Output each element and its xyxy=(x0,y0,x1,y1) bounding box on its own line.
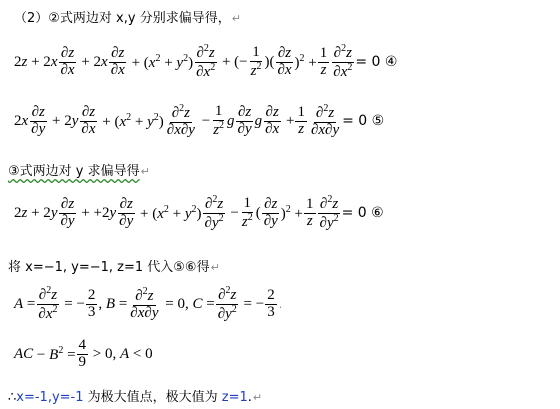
equation-6: 2z + 2y $\frac{\partial z}{\partial y}$ + +2y $\frac{\partial z}{\partial y}$ + $(x^2 + y^2)$ $\frac{\partial^2z}{\partial y^2}$ − $\frac{1}{z^2}$ ( $\frac{\partial z}{\partial y}$ )$^2$ + $\frac{1}{z}$ $\frac{\partial^2z}{\partial y^2}$ = 0 ⑥ xyxy=(14,194,384,231)
step-2-heading xyxy=(14,7,241,26)
extremum-point: x=-1,y=-1 xyxy=(16,390,84,405)
substitution-text xyxy=(8,256,220,275)
paragraph-mark: ↵ xyxy=(231,12,241,25)
substitution-label: 将 x=−1, y=−1, z=1 代入⑤⑥得 xyxy=(8,260,210,275)
equation-5: 2x $\frac{\partial z}{\partial y}$ + 2y $\frac{\partial z}{\partial x}$ + $(x^2 + y^2)$ $\frac{\partial^2z}{\partial x\partial y}$ − $\frac{1}{z^2}$ g $\frac{\partial z}{\partial y}$ g $\frac{\partial z}{\partial x}$ + $\frac{1}{z}$ $\frac{\partial^2z}{\partial x\partial y}$ = 0 ⑤ xyxy=(14,103,385,138)
heading-text: ③式两边对 y 求偏导得 xyxy=(8,164,140,179)
equation-4: 2z + 2x $\frac{\partial z}{\partial x}$ + 2x $\frac{\partial z}{\partial x}$ + $(x^2 + y^2)$ $\frac{\partial^2z}{\partial x^2}$ + (− $\frac{1}{z^2}$ )( $\frac{\partial z}{\partial x}$ )$^2$ + $\frac{1}{z}$ $\frac{\partial^2z}{\partial x^2}$ = 0 ④ xyxy=(14,43,398,80)
conclusion-middle: 为极大值点，极大值为 xyxy=(83,390,222,405)
heading-text: （2）②式两边对 x,y 分别求偏导得， xyxy=(14,11,231,26)
conclusion-end: . xyxy=(247,390,252,405)
paragraph-mark: ↵ xyxy=(210,261,220,274)
conclusion-text xyxy=(8,386,262,405)
equation-4-label: = 0 ④ xyxy=(355,54,398,71)
equation-6-label: = 0 ⑥ xyxy=(341,205,384,222)
paragraph-mark: ↵ xyxy=(140,165,150,178)
therefore-symbol: ∴ xyxy=(8,390,17,405)
equation-5-label: = 0 ⑤ xyxy=(342,113,385,130)
step-3-heading xyxy=(8,160,150,179)
equation-discriminant: AC − $B^2$ = $\frac{4}{9}$ > 0, A < 0 xyxy=(14,337,153,370)
equation-abc: A = $\frac{\partial^2z}{\partial x^2}$ = − $\frac{2}{3}$ , B = $\frac{\partial^2z}{\partial x\partial y}$ = 0, C = $\frac{\partial^2z}{\partial y^2}$ = − $\frac{2}{3}$ . xyxy=(14,285,283,322)
paragraph-mark: ↵ xyxy=(252,391,263,404)
extremum-value: z=1 xyxy=(221,390,248,405)
